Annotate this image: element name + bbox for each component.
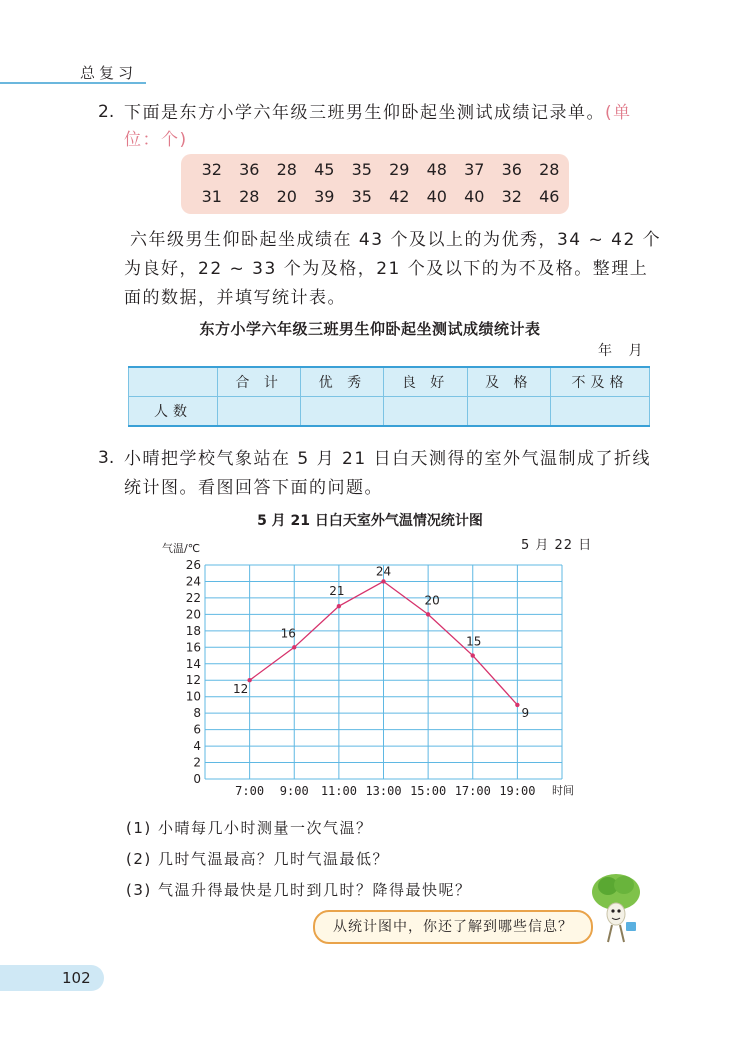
- problem-3-line-1: 小晴把学校气象站在 5 月 21 日白天测得的室外气温制成了折线: [124, 449, 652, 469]
- y-tick-label: 16: [185, 640, 201, 655]
- data-point: [381, 579, 385, 583]
- page-number: 102: [62, 969, 91, 987]
- y-axis-ticks: [186, 558, 201, 786]
- chart-title: 5 月 21 日白天室外气温情况统计图: [257, 513, 483, 529]
- score: 28: [539, 160, 560, 179]
- x-tick-label: 13:00: [365, 784, 402, 798]
- problem-3-line-2: 统计图。看图回答下面的问题。: [124, 478, 383, 498]
- table-corner-cell: [129, 367, 218, 397]
- table-cell-good[interactable]: [384, 397, 467, 427]
- data-point: [292, 645, 296, 649]
- table-cell-excellent[interactable]: [301, 397, 384, 427]
- question-2: (2) 几时气温最高？几时气温最低？: [126, 850, 390, 868]
- table-header-row: [129, 367, 650, 397]
- x-tick-label: 7:00: [235, 784, 265, 798]
- y-tick-label: 2: [193, 755, 201, 770]
- unit-note-a: (单: [605, 103, 632, 123]
- data-point: [426, 612, 430, 616]
- data-label: 16: [280, 626, 296, 641]
- data-point: [515, 703, 519, 707]
- score: 46: [539, 187, 560, 206]
- y-tick-label: 18: [185, 623, 201, 638]
- scores-row-1: [193, 160, 568, 179]
- x-tick-label: 17:00: [454, 784, 491, 798]
- question-3: (3) 气温升得最快是几时到几时？降得最快呢？: [126, 881, 472, 899]
- score: 37: [464, 160, 485, 179]
- score: 40: [464, 187, 485, 206]
- table-cell-fail[interactable]: [550, 397, 649, 427]
- score: 42: [389, 187, 410, 206]
- table-header-fail: 不及格: [550, 367, 649, 397]
- scores-row-2: [193, 187, 568, 206]
- x-tick-label: 15:00: [410, 784, 447, 798]
- table-header-total: 合 计: [218, 367, 301, 397]
- y-tick-label: 22: [185, 590, 201, 605]
- y-tick-label: 20: [185, 607, 201, 622]
- problem-2-text: 下面是东方小学六年级三班男生仰卧起坐测试成绩记录单。: [124, 103, 605, 123]
- page-header-title: 总复习: [80, 64, 138, 82]
- score: 35: [351, 160, 372, 179]
- criteria-line-3: 面的数据，并填写统计表。: [124, 288, 346, 308]
- stats-table: [128, 366, 650, 427]
- table-row: [129, 397, 650, 427]
- question-1: (1) 小晴每几小时测量一次气温？: [126, 819, 373, 837]
- score: 40: [426, 187, 447, 206]
- score: 32: [201, 160, 222, 179]
- y-tick-label: 24: [185, 574, 201, 589]
- y-tick-label: 4: [193, 739, 201, 754]
- chart-date: 5 月 22 日: [521, 538, 593, 553]
- y-tick-label: 26: [185, 558, 201, 572]
- cabbage-mascot-icon: [586, 870, 646, 950]
- score: 45: [314, 160, 335, 179]
- score: 31: [201, 187, 222, 206]
- data-point: [471, 653, 475, 657]
- x-axis-label: 时间: [552, 784, 574, 797]
- problem-2-number: 2.: [98, 102, 115, 122]
- x-axis-ticks: [235, 784, 535, 798]
- problem-3-number: 3.: [98, 448, 115, 468]
- data-label: 21: [329, 584, 345, 599]
- table-date: 年 月: [598, 343, 649, 359]
- y-tick-label: 12: [185, 673, 201, 688]
- x-tick-label: 19:00: [499, 784, 536, 798]
- score: 29: [389, 160, 410, 179]
- header-rule: [0, 82, 146, 84]
- table-header-excellent: 优 秀: [301, 367, 384, 397]
- score: 28: [276, 160, 297, 179]
- x-tick-label: 11:00: [320, 784, 357, 798]
- x-tick-label: 9:00: [279, 784, 309, 798]
- score: 36: [501, 160, 522, 179]
- scores-box: [181, 154, 569, 214]
- data-label: 24: [375, 564, 392, 579]
- data-point: [337, 604, 341, 608]
- y-tick-label: 14: [185, 656, 201, 671]
- score: 28: [239, 187, 260, 206]
- table-cell-total[interactable]: [218, 397, 301, 427]
- table-title: 东方小学六年级三班男生仰卧起坐测试成绩统计表: [199, 320, 541, 338]
- data-label: 20: [424, 593, 440, 608]
- hint-speech-bubble: 从统计图中，你还了解到哪些信息？: [313, 910, 593, 944]
- y-tick-label: 6: [193, 722, 201, 737]
- data-label: 12: [232, 682, 249, 697]
- criteria-line-2: 为良好，22 ~ 33 个为及格，21 个及以下的为不及格。整理上: [124, 259, 649, 279]
- temperature-line-chart: [150, 538, 590, 802]
- table-header-good: 良 好: [384, 367, 467, 397]
- table-cell-pass[interactable]: [467, 397, 550, 427]
- score: 36: [239, 160, 260, 179]
- score: 39: [314, 187, 335, 206]
- problem-2-line-1: [124, 100, 632, 126]
- score: 32: [501, 187, 522, 206]
- table-header-pass: 及 格: [467, 367, 550, 397]
- score: 48: [426, 160, 447, 179]
- y-tick-label: 0: [193, 772, 201, 786]
- chart-grid: [205, 565, 562, 779]
- y-axis-label: 气温/℃: [162, 542, 201, 555]
- criteria-line-1: 六年级男生仰卧起坐成绩在 43 个及以上的为优秀，34 ~ 42 个: [130, 230, 662, 250]
- data-label: 9: [521, 705, 530, 720]
- unit-note-b: 位：个): [124, 130, 188, 150]
- score: 20: [276, 187, 297, 206]
- data-label: 15: [466, 634, 482, 649]
- y-tick-label: 10: [185, 689, 201, 704]
- score: 35: [351, 187, 372, 206]
- y-tick-label: 8: [193, 706, 201, 721]
- table-row-label: 人数: [129, 397, 218, 427]
